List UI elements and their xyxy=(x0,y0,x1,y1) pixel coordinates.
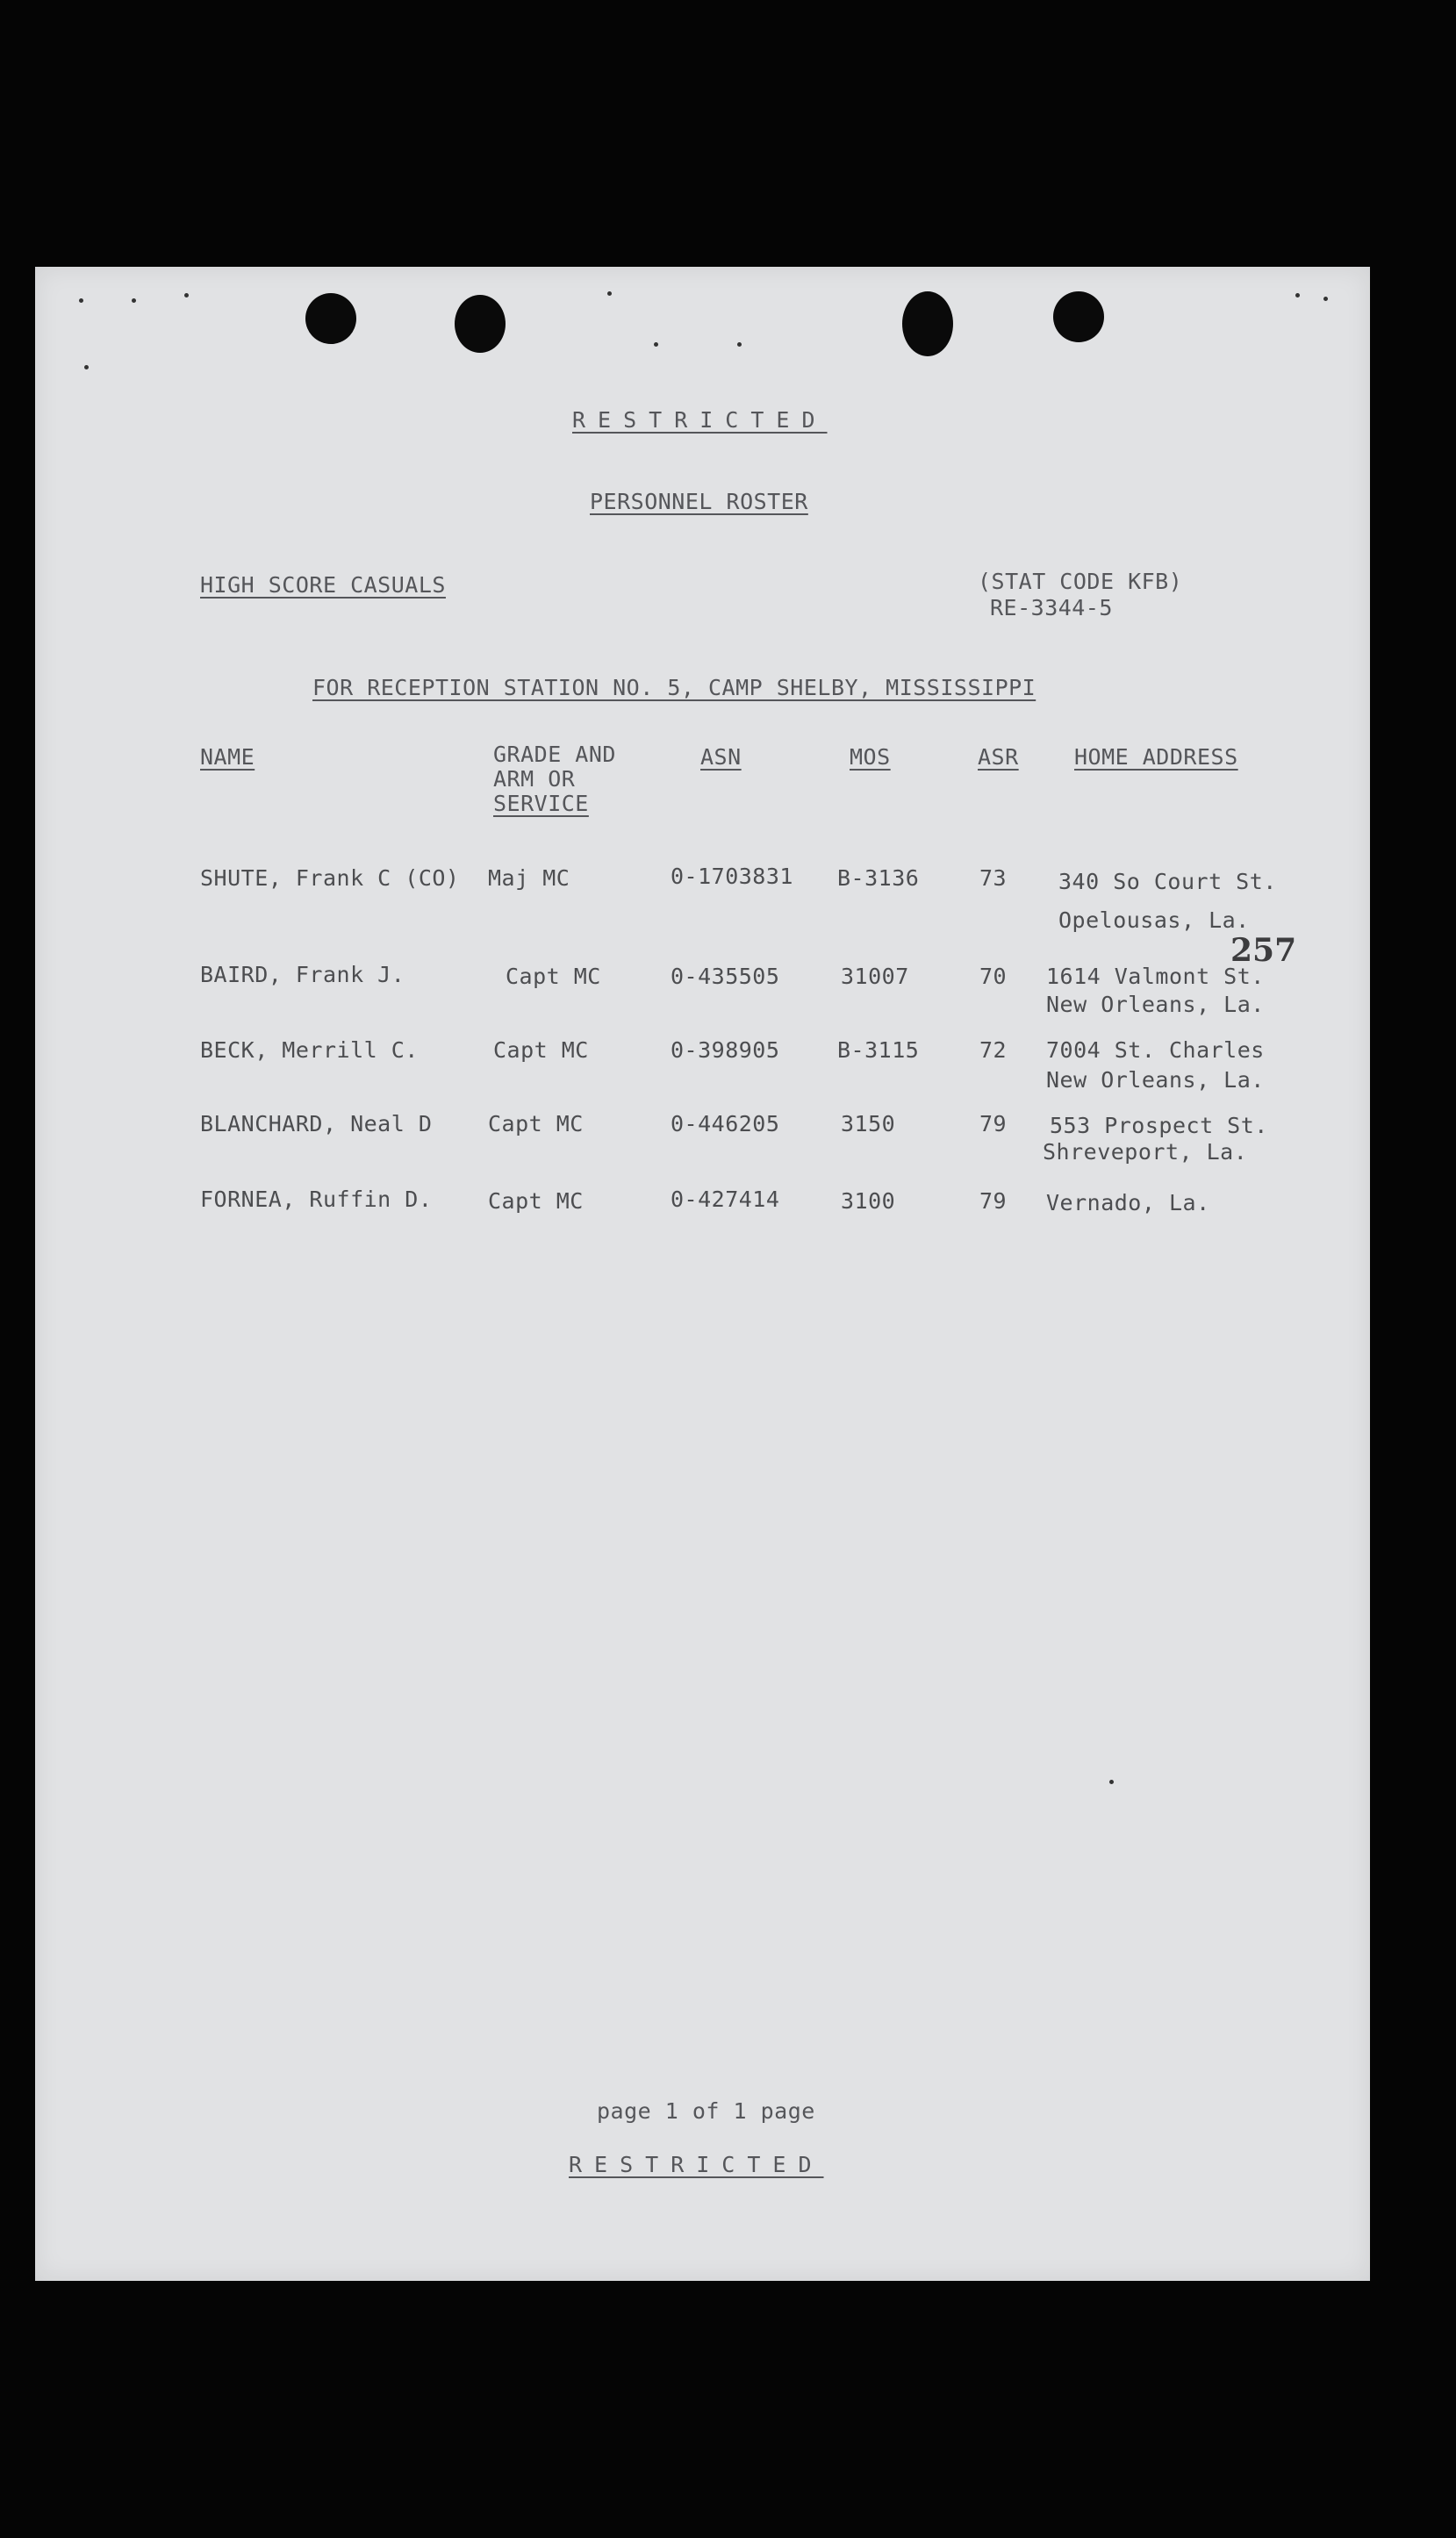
punch-hole xyxy=(1053,291,1104,342)
cell-mos: 3100 xyxy=(841,1188,896,1214)
document-subtitle: FOR RECEPTION STATION NO. 5, CAMP SHELBY, MISSISSIPPI xyxy=(312,675,1036,700)
speck xyxy=(184,293,189,298)
header-asn: ASN xyxy=(700,744,742,770)
speck xyxy=(1295,293,1300,298)
cell-address-line2: New Orleans, La. xyxy=(1046,1067,1265,1093)
punch-hole xyxy=(455,295,506,353)
cell-asr: 70 xyxy=(979,964,1008,989)
cell-asn: 0-427414 xyxy=(671,1187,780,1212)
cell-address-line1: 340 So Court St. xyxy=(1058,869,1277,894)
speck xyxy=(84,365,89,369)
header-name: NAME xyxy=(200,744,255,770)
group-title: HIGH SCORE CASUALS xyxy=(200,572,446,598)
header-grade-line3: SERVICE xyxy=(493,791,589,816)
cell-asn: 0-435505 xyxy=(671,964,780,989)
cell-asn: 0-1703831 xyxy=(671,864,793,889)
speck xyxy=(654,342,658,347)
speck xyxy=(737,342,742,347)
cell-grade: Capt MC xyxy=(493,1037,589,1063)
cell-asn: 0-398905 xyxy=(671,1037,780,1063)
cell-name: BAIRD, Frank J. xyxy=(200,962,405,987)
cell-grade: Capt MC xyxy=(488,1111,584,1136)
cell-name: SHUTE, Frank C (CO) xyxy=(200,865,460,891)
cell-asr: 72 xyxy=(979,1037,1008,1063)
header-mos: MOS xyxy=(850,744,891,770)
speck xyxy=(607,291,612,296)
cell-asr: 79 xyxy=(979,1188,1008,1214)
cell-name: BECK, Merrill C. xyxy=(200,1037,419,1063)
cell-address-line1: 1614 Valmont St. xyxy=(1046,964,1265,989)
header-grade-line2: ARM OR xyxy=(493,766,576,792)
stat-code: (STAT CODE KFB) xyxy=(978,569,1183,594)
cell-address-line2: New Orleans, La. xyxy=(1046,992,1265,1017)
cell-name: BLANCHARD, Neal D xyxy=(200,1111,433,1136)
cell-asr: 73 xyxy=(979,865,1008,891)
cell-asr: 79 xyxy=(979,1111,1008,1136)
punch-hole xyxy=(902,291,953,356)
page-footer: page 1 of 1 page xyxy=(597,2098,815,2124)
cell-mos: 3150 xyxy=(841,1111,896,1136)
classification-bottom: RESTRICTED xyxy=(569,2152,824,2177)
speck xyxy=(1109,1780,1114,1784)
cell-grade: Capt MC xyxy=(506,964,601,989)
punch-hole xyxy=(305,293,356,344)
speck xyxy=(132,298,136,303)
cell-grade: Maj MC xyxy=(488,865,570,891)
speck xyxy=(1323,297,1328,301)
speck xyxy=(79,298,83,303)
cell-asn: 0-446205 xyxy=(671,1111,780,1136)
header-asr: ASR xyxy=(978,744,1019,770)
header-address: HOME ADDRESS xyxy=(1074,744,1238,770)
cell-name: FORNEA, Ruffin D. xyxy=(200,1187,433,1212)
cell-mos: 31007 xyxy=(841,964,909,989)
cell-address-line1: Vernado, La. xyxy=(1046,1190,1210,1215)
cell-address-line1: 7004 St. Charles xyxy=(1046,1037,1265,1063)
cell-address-line1: 553 Prospect St. xyxy=(1050,1113,1268,1138)
header-grade-line1: GRADE AND xyxy=(493,742,616,767)
cell-mos: B-3115 xyxy=(837,1037,920,1063)
classification-top: RESTRICTED xyxy=(572,407,828,433)
re-code: RE-3344-5 xyxy=(990,595,1113,620)
cell-mos: B-3136 xyxy=(837,865,920,891)
cell-address-line2: Opelousas, La. xyxy=(1058,907,1250,933)
page-stamp-number: 257 xyxy=(1230,932,1297,969)
document-title: PERSONNEL ROSTER xyxy=(590,489,808,514)
cell-grade: Capt MC xyxy=(488,1188,584,1214)
cell-address-line2: Shreveport, La. xyxy=(1043,1139,1248,1165)
document-page xyxy=(35,267,1370,2281)
